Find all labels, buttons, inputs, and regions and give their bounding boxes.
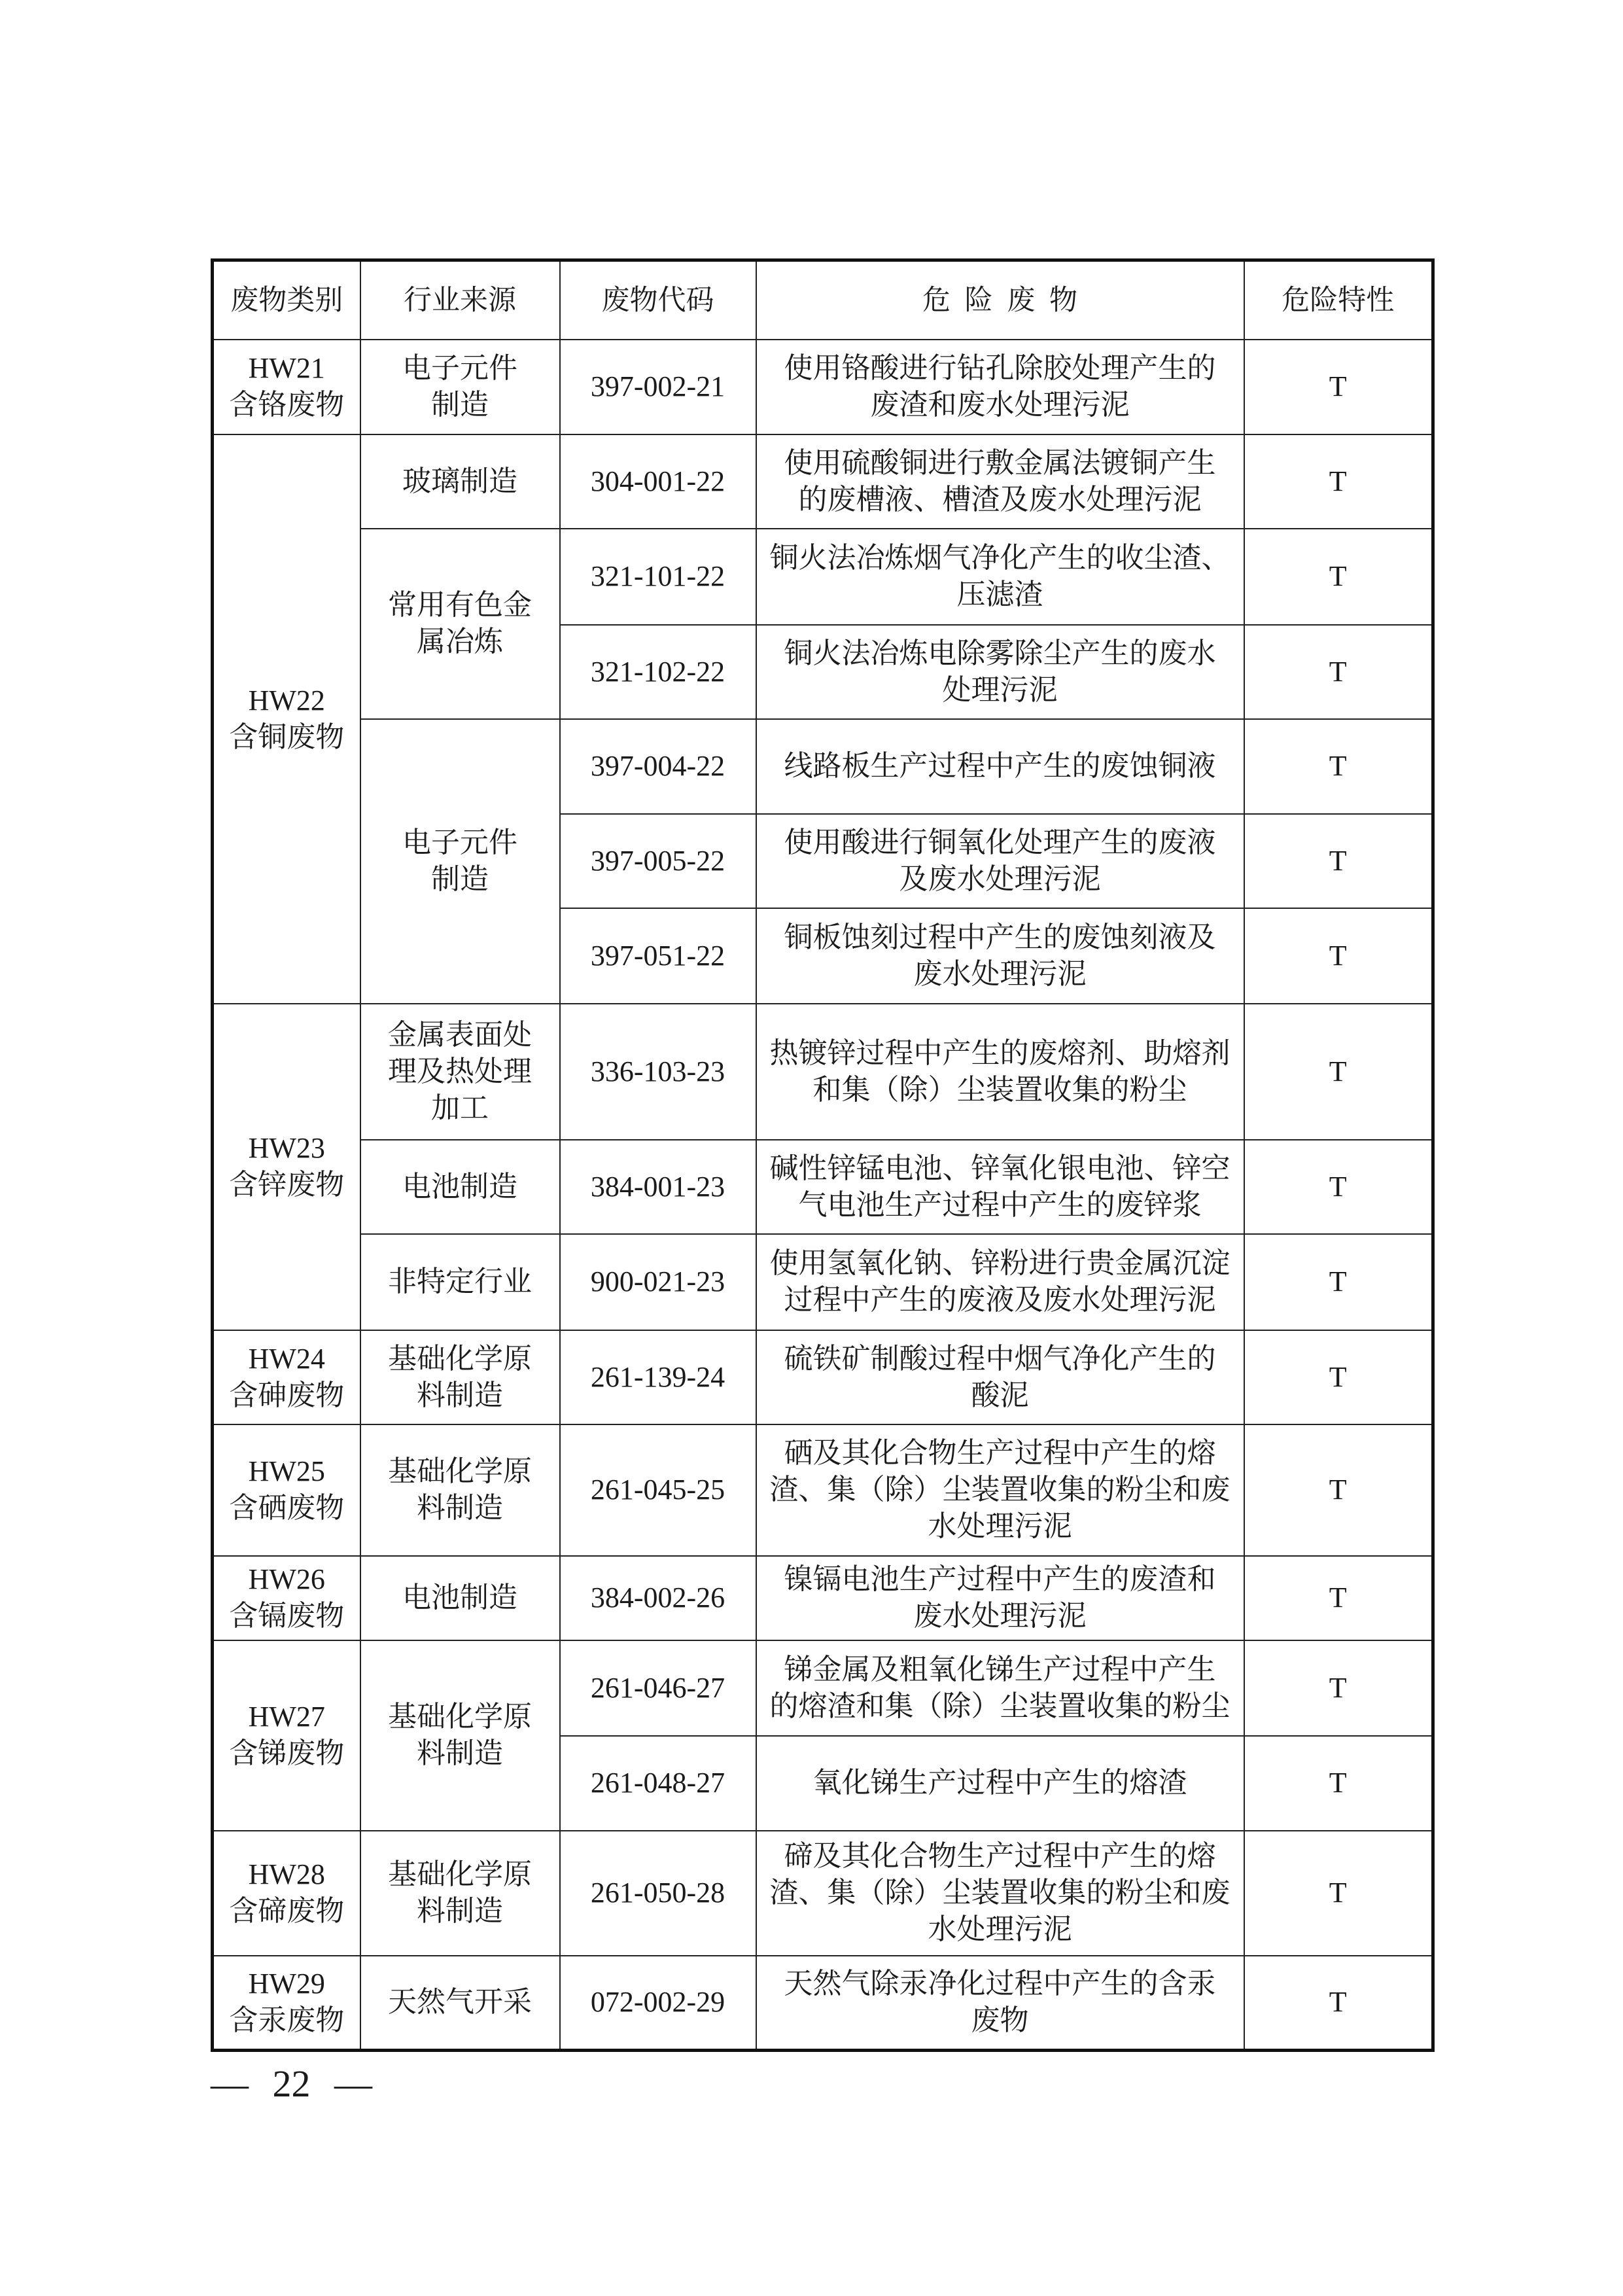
source-line: 常用有色金 xyxy=(388,589,532,621)
source-cell xyxy=(360,1330,560,1424)
hazard-line: 硒及其化合物生产过程中产生的熔 xyxy=(784,1437,1216,1469)
code-cell: 397-004-22 xyxy=(560,719,756,814)
category-code: HW21 xyxy=(248,352,325,384)
hazard-line: 碲及其化合物生产过程中产生的熔 xyxy=(784,1840,1216,1872)
source-line: 基础化学原 xyxy=(388,1455,532,1487)
hazardous-waste-table xyxy=(211,258,1435,2052)
table-row xyxy=(213,1424,1433,1556)
category-cell xyxy=(213,434,360,1004)
hazard-line: 使用酸进行铜氧化处理产生的废液 xyxy=(784,826,1216,858)
source-line: 天然气开采 xyxy=(388,1986,532,2019)
source-line: 料制造 xyxy=(417,1895,503,1927)
hazard-line: 碱性锌锰电池、锌氧化银电池、锌空 xyxy=(769,1152,1230,1184)
hazard-line: 使用铬酸进行钻孔除胶处理产生的 xyxy=(784,352,1216,384)
page-number: — 22 — xyxy=(211,2062,372,2105)
property-cell: T xyxy=(1244,1004,1433,1140)
hazard-line: 锑金属及粗氧化锑生产过程中产生 xyxy=(784,1653,1216,1686)
hazard-line: 的熔渣和集（除）尘装置收集的粉尘 xyxy=(769,1689,1230,1722)
hazard-cell xyxy=(756,1424,1244,1556)
hazard-cell xyxy=(756,814,1244,908)
hazard-line: 热镀锌过程中产生的废熔剂、助熔剂 xyxy=(769,1036,1230,1069)
code-cell: 261-048-27 xyxy=(560,1736,756,1831)
hazard-cell xyxy=(756,340,1244,434)
hazard-cell xyxy=(756,434,1244,529)
source-cell xyxy=(360,529,560,719)
table-row xyxy=(213,1556,1433,1640)
hazard-line: 处理污泥 xyxy=(942,673,1058,706)
category-code: HW26 xyxy=(248,1563,325,1595)
source-cell xyxy=(360,1234,560,1330)
hazard-line: 废水处理污泥 xyxy=(913,1600,1087,1632)
property-cell: T xyxy=(1244,1831,1433,1956)
table-row xyxy=(213,719,1433,814)
source-cell xyxy=(360,1956,560,2051)
code-cell: 384-001-23 xyxy=(560,1140,756,1234)
hazard-line: 镍镉电池生产过程中产生的废渣和 xyxy=(784,1563,1216,1595)
category-cell xyxy=(213,1956,360,2051)
code-cell: 072-002-29 xyxy=(560,1956,756,2051)
hazard-cell xyxy=(756,1640,1244,1736)
source-cell xyxy=(360,340,560,434)
category-code: HW27 xyxy=(248,1701,325,1733)
code-cell: 261-050-28 xyxy=(560,1831,756,1956)
category-name: 含砷废物 xyxy=(229,1379,345,1411)
hazard-line: 过程中产生的废液及废水处理污泥 xyxy=(784,1284,1216,1316)
category-name: 含锑废物 xyxy=(229,1737,345,1769)
source-line: 金属表面处 xyxy=(388,1018,532,1051)
hazard-line: 及废水处理污泥 xyxy=(899,862,1101,895)
hazard-line: 压滤渣 xyxy=(956,578,1043,610)
category-cell xyxy=(213,1640,360,1831)
hazard-cell xyxy=(756,625,1244,719)
table-header-row xyxy=(213,260,1433,340)
property-cell: T xyxy=(1244,1640,1433,1736)
category-name: 含镉废物 xyxy=(229,1600,345,1632)
hazard-line: 水处理污泥 xyxy=(928,1510,1072,1542)
header-code: 废物代码 xyxy=(560,260,756,340)
category-code: HW29 xyxy=(248,1968,325,2000)
code-cell: 384-002-26 xyxy=(560,1556,756,1640)
source-cell xyxy=(360,719,560,1004)
code-cell: 900-021-23 xyxy=(560,1234,756,1330)
source-cell xyxy=(360,1556,560,1640)
source-cell xyxy=(360,1004,560,1140)
hazard-line: 的废槽液、槽渣及废水处理污泥 xyxy=(798,483,1202,516)
hazard-line: 氧化锑生产过程中产生的熔渣 xyxy=(812,1767,1187,1799)
property-cell: T xyxy=(1244,1234,1433,1330)
category-code: HW25 xyxy=(248,1455,325,1487)
category-code: HW24 xyxy=(248,1342,325,1375)
category-name: 含碲废物 xyxy=(229,1895,345,1927)
source-line: 料制造 xyxy=(417,1379,503,1411)
property-cell: T xyxy=(1244,1556,1433,1640)
category-cell xyxy=(213,1330,360,1424)
hazard-cell xyxy=(756,719,1244,814)
source-line: 料制造 xyxy=(417,1737,503,1769)
table-row xyxy=(213,1640,1433,1736)
hazard-cell xyxy=(756,1831,1244,1956)
hazard-cell xyxy=(756,1956,1244,2051)
property-cell: T xyxy=(1244,908,1433,1004)
source-line: 料制造 xyxy=(417,1492,503,1524)
source-cell xyxy=(360,434,560,529)
category-name: 含锌废物 xyxy=(229,1169,345,1201)
hazard-line: 水处理污泥 xyxy=(928,1913,1072,1945)
table-row xyxy=(213,1004,1433,1140)
source-line: 属冶炼 xyxy=(417,626,503,658)
table-row xyxy=(213,1140,1433,1234)
category-name: 含汞废物 xyxy=(229,2004,345,2037)
code-cell: 261-046-27 xyxy=(560,1640,756,1736)
source-line: 加工 xyxy=(431,1091,489,1124)
code-cell: 321-101-22 xyxy=(560,529,756,625)
hazard-cell xyxy=(756,1736,1244,1831)
hazard-line: 使用硫酸铜进行敷金属法镀铜产生 xyxy=(784,446,1216,479)
hazard-line: 铜火法冶炼烟气净化产生的收尘渣、 xyxy=(769,542,1230,574)
source-cell xyxy=(360,1424,560,1556)
code-cell: 336-103-23 xyxy=(560,1004,756,1140)
category-code: HW23 xyxy=(248,1132,325,1164)
hazard-line: 天然气除汞净化过程中产生的含汞 xyxy=(784,1968,1216,2000)
category-cell xyxy=(213,340,360,434)
table-row xyxy=(213,1831,1433,1956)
source-cell xyxy=(360,1831,560,1956)
source-cell xyxy=(360,1640,560,1831)
category-code: HW28 xyxy=(248,1858,325,1890)
table-row xyxy=(213,529,1433,625)
hazard-cell xyxy=(756,1330,1244,1424)
source-line: 制造 xyxy=(431,863,489,895)
property-cell: T xyxy=(1244,1330,1433,1424)
category-cell xyxy=(213,1004,360,1330)
property-cell: T xyxy=(1244,814,1433,908)
hazard-cell xyxy=(756,1004,1244,1140)
header-property: 危险特性 xyxy=(1244,260,1433,340)
table-row xyxy=(213,1330,1433,1424)
hazard-line: 铜板蚀刻过程中产生的废蚀刻液及 xyxy=(784,921,1216,953)
category-cell xyxy=(213,1556,360,1640)
hazard-cell xyxy=(756,1140,1244,1234)
source-line: 基础化学原 xyxy=(388,1701,532,1733)
source-line: 非特定行业 xyxy=(388,1265,532,1298)
header-category: 废物类别 xyxy=(213,260,360,340)
category-cell xyxy=(213,1424,360,1556)
hazard-line: 酸泥 xyxy=(971,1379,1029,1411)
code-cell: 261-045-25 xyxy=(560,1424,756,1556)
property-cell: T xyxy=(1244,340,1433,434)
source-cell xyxy=(360,1140,560,1234)
hazard-line: 渣、集（除）尘装置收集的粉尘和废 xyxy=(769,1877,1230,1909)
category-code: HW22 xyxy=(248,684,325,716)
hazard-line: 使用氢氧化钠、锌粉进行贵金属沉淀 xyxy=(769,1247,1230,1279)
source-line: 电子元件 xyxy=(402,826,517,858)
property-cell: T xyxy=(1244,1736,1433,1831)
header-source: 行业来源 xyxy=(360,260,560,340)
source-line: 基础化学原 xyxy=(388,1342,532,1375)
table-row xyxy=(213,1956,1433,2051)
property-cell: T xyxy=(1244,1140,1433,1234)
source-line: 制造 xyxy=(431,389,489,421)
source-line: 玻璃制造 xyxy=(402,465,517,497)
header-hazard xyxy=(756,260,1244,340)
header-hazard-label: 危 险 废 物 xyxy=(922,283,1077,317)
code-cell: 261-139-24 xyxy=(560,1330,756,1424)
hazard-cell xyxy=(756,529,1244,625)
code-cell: 304-001-22 xyxy=(560,434,756,529)
code-cell: 397-002-21 xyxy=(560,340,756,434)
source-line: 电子元件 xyxy=(402,352,517,384)
hazard-line: 气电池生产过程中产生的废锌浆 xyxy=(798,1188,1202,1221)
source-line: 基础化学原 xyxy=(388,1858,532,1890)
hazard-line: 线路板生产过程中产生的废蚀铜液 xyxy=(784,750,1216,782)
property-cell: T xyxy=(1244,625,1433,719)
category-name: 含铜废物 xyxy=(229,720,345,753)
property-cell: T xyxy=(1244,1956,1433,2051)
property-cell: T xyxy=(1244,1424,1433,1556)
hazard-cell xyxy=(756,908,1244,1004)
source-line: 电池制造 xyxy=(402,1581,517,1614)
hazard-line: 渣、集（除）尘装置收集的粉尘和废 xyxy=(769,1474,1230,1506)
table-row xyxy=(213,434,1433,529)
property-cell: T xyxy=(1244,434,1433,529)
category-name: 含硒废物 xyxy=(229,1492,345,1524)
category-cell xyxy=(213,1831,360,1956)
category-name: 含铬废物 xyxy=(229,389,345,421)
table-row xyxy=(213,340,1433,434)
hazard-line: 铜火法冶炼电除雾除尘产生的废水 xyxy=(784,637,1216,669)
code-cell: 397-005-22 xyxy=(560,814,756,908)
hazard-line: 废渣和废水处理污泥 xyxy=(870,389,1130,421)
code-cell: 397-051-22 xyxy=(560,908,756,1004)
hazard-cell xyxy=(756,1556,1244,1640)
hazard-cell xyxy=(756,1234,1244,1330)
hazard-line: 硫铁矿制酸过程中烟气净化产生的 xyxy=(784,1342,1216,1375)
hazard-line: 和集（除）尘装置收集的粉尘 xyxy=(812,1073,1187,1106)
source-line: 电池制造 xyxy=(402,1170,517,1203)
source-line: 理及热处理 xyxy=(388,1055,532,1087)
property-cell: T xyxy=(1244,529,1433,625)
code-cell: 321-102-22 xyxy=(560,625,756,719)
property-cell: T xyxy=(1244,719,1433,814)
hazard-line: 废物 xyxy=(971,2004,1029,2037)
table-row xyxy=(213,1234,1433,1330)
hazard-line: 废水处理污泥 xyxy=(913,957,1087,990)
